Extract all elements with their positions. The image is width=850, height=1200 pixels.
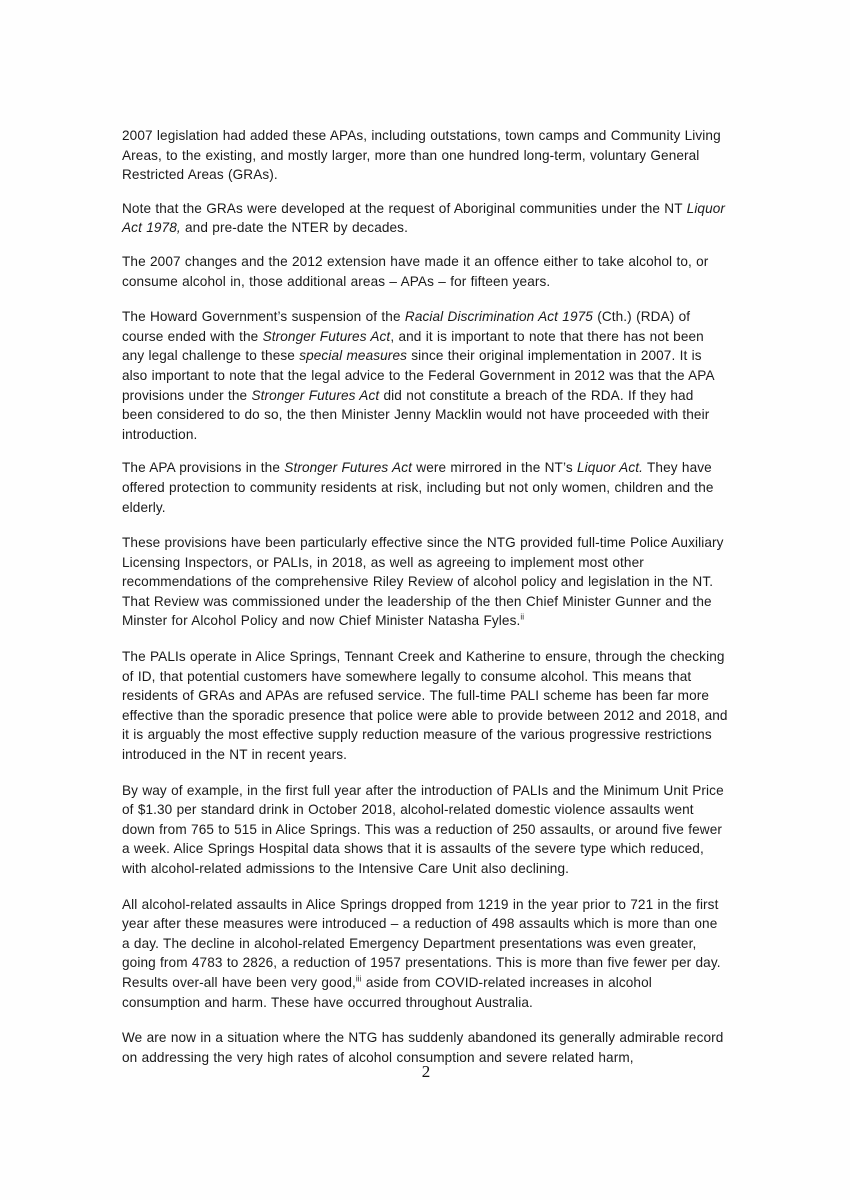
text-run: aside from COVID-related increases in alcohol consumption and harm. These have occurred throughout Australia. bbox=[122, 974, 652, 1010]
paragraph bbox=[122, 199, 728, 238]
paragraph bbox=[122, 126, 728, 185]
text-run: did not constitute a breach of the RDA. If they had been considered to do so, the then Minister Jenny Macklin would not have proceeded with their introduction. bbox=[122, 387, 710, 442]
text-run: and pre-date the NTER by decades. bbox=[180, 220, 408, 236]
text-run: 2007 legislation had added these APAs, including outstations, town camps and Community Living Areas, to the existing, and mostly larger, more than one hundred long-term, voluntary General Restricted Areas (GRAs). bbox=[122, 128, 721, 183]
text-run: (Cth.) (RDA) of course ended with the bbox=[122, 309, 691, 344]
italic-text: Stronger Futures Act bbox=[262, 328, 391, 344]
text-run: The APA provisions in the bbox=[122, 460, 285, 476]
text-run: The Howard Government’s suspension of the bbox=[122, 309, 405, 325]
italic-text: Liquor Act 1978, bbox=[122, 200, 726, 236]
text-run: We are now in a situation where the NTG has suddenly abandoned its generally admirable record on addressing the very high rates of alcohol consumption and severe related harm, bbox=[122, 1030, 724, 1065]
text-run: , and it is important to note that there has not been any legal challenge to these bbox=[122, 328, 704, 364]
page-number: 2 bbox=[421, 1062, 431, 1081]
paragraph bbox=[122, 458, 728, 517]
paragraph bbox=[122, 647, 728, 765]
text-run: since their original implementation in 2007. It is also important to note that the legal advice to the Federal Government in 2012 was that the APA provisions under the bbox=[122, 348, 714, 403]
text-run: The PALIs operate in Alice Springs, Tennant Creek and Katherine to ensure, through the checking of ID, that potential customers have somewhere legally to consume alcohol. This means that residents of GRAs and APAs are refused service. The full-time PALI scheme has been far more effective than the sporadic presence that police were able to provide between 2012 and 2018, and it is arguably the most effective supply reduction measure of the various progressive restrictions introduced in the NT in recent years. bbox=[122, 649, 728, 763]
text-run: All alcohol-related assaults in Alice Springs dropped from 1219 in the year prior to 721 in the first year after these measures were introduced – a reduction of 498 assaults which is more than one a day. The decline in alcohol-related Emergency Department presentations was even greater, going from 4783 to 2826, a reduction of 1957 presentations. This is more than five fewer per day. Results over-all have been very good, bbox=[122, 896, 721, 990]
document-body bbox=[122, 126, 728, 1081]
text-run: By way of example, in the first full year after the introduction of PALIs and the Minimum Unit Price of $1.30 per standard drink in October 2018, alcohol-related domestic violence assaults went down from 765 to 515 in Alice Springs. This was a reduction of 250 assaults, or around five fewer a week. Alice Springs Hospital data shows that it is assaults of the severe type which reduced, with alcohol-related admissions to the Intensive Care Unit also declining. bbox=[122, 782, 724, 876]
paragraph bbox=[122, 252, 728, 291]
italic-text: Racial Discrimination Act 1975 bbox=[404, 309, 593, 325]
footnote-marker: iii bbox=[355, 974, 362, 984]
footnote-marker: ii bbox=[520, 612, 525, 622]
text-run: Note that the GRAs were developed at the request of Aboriginal communities under the NT bbox=[122, 200, 687, 216]
italic-text: Stronger Futures Act bbox=[284, 460, 412, 476]
text-run: The 2007 changes and the 2012 extension have made it an offence either to take alcohol to, or consume alcohol in, those additional areas – APAs – for fifteen years. bbox=[122, 253, 709, 289]
paragraph bbox=[122, 781, 728, 879]
paragraph bbox=[122, 895, 728, 1013]
paragraph bbox=[122, 533, 728, 631]
text-run: were mirrored in the NT’s bbox=[412, 460, 577, 476]
paragraph bbox=[122, 307, 728, 444]
text-run: These provisions have been particularly effective since the NTG provided full-time Police Auxiliary Licensing Inspectors, or PALIs, in 2018, as well as agreeing to implement most other recommendations of the comprehensive Riley Review of alcohol policy and legislation in the NT. That Review was commissioned under the leadership of the then Chief Minister Gunner and the Minster for Alcohol Policy and now Chief Minister Natasha Fyles. bbox=[122, 535, 724, 629]
italic-text: special measures bbox=[299, 348, 407, 364]
text-run: They have offered protection to community residents at risk, including but not only women, children and the elderly. bbox=[122, 460, 714, 515]
italic-text: Stronger Futures Act bbox=[251, 387, 380, 403]
italic-text: Liquor Act. bbox=[577, 460, 643, 476]
